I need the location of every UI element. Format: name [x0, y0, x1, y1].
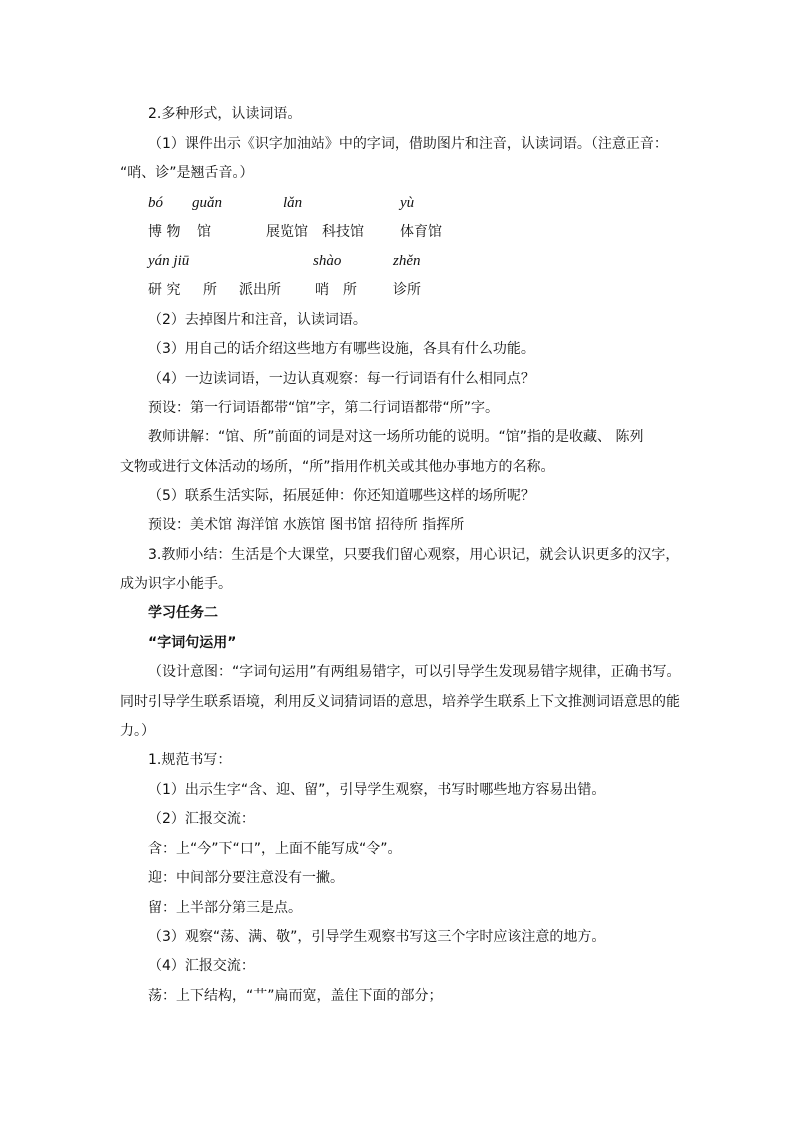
summary-line-1: 3.教师小结：生活是个大课堂，只要我们留心观察，用心识记，就会认识更多的汉字，	[148, 547, 680, 563]
task-2-subheading: “字词句运用”	[148, 635, 237, 651]
char-ying-note: 迎：中间部分要注意没有一撇。	[148, 870, 344, 886]
pinyin-shao: shào	[313, 253, 342, 269]
paragraph-1-line-1: （1）课件出示《识字加油站》中的字词，借助图片和注音，认读词语。（注意正音：	[148, 136, 668, 152]
writing-item-1: （1）出示生字“含、迎、留”，引导学生观察，书写时哪些地方容易出错。	[148, 782, 606, 798]
item-4: （4）一边读词语，一边认真观察：每一行词语有什么相同点？	[148, 371, 535, 387]
teacher-explain-line-2: 文物或进行文体活动的场所，“所”指用作机关或其他办事地方的名称。	[120, 459, 555, 475]
word-tiyuguan: 体育馆	[400, 224, 442, 240]
word-kejiguan: 科技馆	[322, 224, 364, 240]
word-zhanlanguan: 展览馆	[266, 224, 308, 240]
pinyin-bo: bó	[148, 195, 163, 211]
word-suo: 所	[203, 282, 217, 298]
summary-line-2: 成为识字小能手。	[120, 576, 232, 592]
design-intent-line-3: 力。）	[120, 723, 155, 739]
char-han-note: 含：上“今”下“口”，上面不能写成“令”。	[148, 841, 402, 857]
preset-2: 预设：美术馆 海洋馆 水族馆 图书馆 招待所 指挥所	[148, 517, 465, 533]
word-guan: 馆	[197, 224, 211, 240]
writing-item-2: （2）汇报交流：	[148, 811, 255, 827]
item-5: （5）联系生活实际，拓展延伸：你还知道哪些这样的场所呢？	[148, 488, 535, 504]
word-shao-suo: 所	[343, 282, 357, 298]
writing-heading: 1.规范书写：	[148, 752, 232, 768]
word-yanjiu: 研 究	[148, 282, 181, 298]
writing-item-3: （3）观察“荡、满、敬”，引导学生观察书写这三个字时应该注意的地方。	[148, 929, 606, 945]
pinyin-zhen: zhěn	[393, 253, 421, 269]
item-2: （2）去掉图片和注音，认读词语。	[148, 312, 367, 328]
pinyin-yanjiu: yán jiū	[148, 253, 190, 269]
paragraph-1-line-2: “哨、诊”是翘舌音。）	[120, 165, 254, 181]
pinyin-yu: yù	[400, 195, 415, 211]
step-2-heading: 2.多种形式，认读词语。	[148, 106, 302, 122]
item-3: （3）用自己的话介绍这些地方有哪些设施，各具有什么功能。	[148, 341, 535, 357]
task-2-heading: 学习任务二	[148, 605, 218, 621]
word-shao: 哨	[315, 282, 329, 298]
word-paichusuo: 派出所	[239, 282, 281, 298]
pinyin-lan: lǎn	[283, 195, 303, 211]
preset-1: 预设：第一行词语都带“馆”字，第二行词语都带“所”字。	[148, 400, 500, 416]
char-dang-note: 荡：上下结构，“艹”扁而宽，盖住下面的部分；	[148, 988, 443, 1004]
word-bowu: 博 物	[148, 224, 181, 240]
char-liu-note: 留：上半部分第三是点。	[148, 900, 302, 916]
writing-item-4: （4）汇报交流：	[148, 958, 255, 974]
design-intent-line-1: （设计意图：“字词句运用”有两组易错字，可以引导学生发现易错字规律，正确书写。	[148, 664, 681, 680]
pinyin-guan: guǎn	[192, 195, 222, 211]
word-zhensuo: 诊所	[393, 282, 421, 298]
teacher-explain-line-1: 教师讲解：“馆、所”前面的词是对这一场所功能的说明。“馆”指的是收藏、 陈列	[148, 429, 644, 445]
design-intent-line-2: 同时引导学生联系语境，利用反义词猜词语的意思，培养学生联系上下文推测词语意思的能	[120, 694, 680, 710]
